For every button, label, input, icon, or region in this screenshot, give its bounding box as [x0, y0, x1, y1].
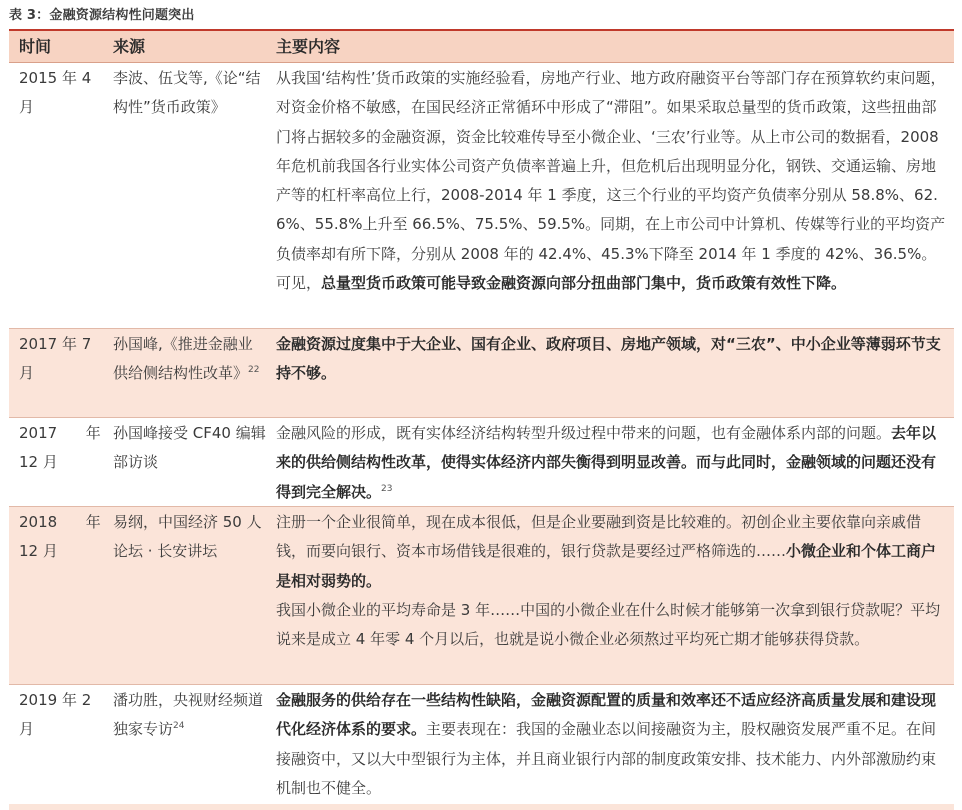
content-text: 主要表现在：我国的金融业态以间接融资为主，股权融资发展严重不足。在间接融资中，又以大中型银行为主体，并且商业银行内部的制度政策安排、技术能力、内外部激励约束机制也不健全。 — [276, 720, 937, 797]
table-bottom-band — [9, 804, 954, 810]
table-row — [9, 507, 954, 685]
content-bold: 小微企业和个体工商户是相对弱势的。 — [276, 542, 937, 590]
row-source — [104, 329, 272, 417]
header-source: 来源 — [113, 37, 146, 56]
row-time: 2019 年 2 月 — [19, 691, 97, 739]
content-text: 从我国‘结构性’货币政策的实施经验看，房地产行业、地方政府融资平台等部门存在预算软约束问题，对资金价格不敏感，在国民经济正常循环中形成了“滞阻”。如果采取总量型的货币政策，这些扭曲部门将占据较多的金融资源，资金比较难传导至小微企业、‘三农’行业等。从上市公司的数据看，2008 年危机前我国各行业实体公司资产负债率普遍上升，但危机后出现明显分化，钢铁、交通运输、房地产等的杠杆率高位上行，2008-2014 年 1 季度，这三个行业的平均资产负债率分别从 58.8%、62.6%、55.8%上升至 66.5%、75.5%、59.5%。同期，在上市公司中计算机、传媒等行业的平均资产负债率却有所下降，分别从 2008 年的 42.4%、45.3%下降至 2014 年 1 季度的 42%、36.5%。可见， — [276, 69, 946, 293]
table-caption: 表 3：金融资源结构性问题突出 — [9, 8, 195, 23]
row-content — [272, 418, 954, 506]
source-text: 孙国峰,《推进金融业供给侧结构性改革》 — [113, 335, 253, 383]
row-content — [272, 685, 954, 804]
row-content — [272, 507, 954, 684]
row-content — [272, 329, 954, 417]
table-row — [9, 685, 954, 804]
table-row — [9, 329, 954, 418]
row-time: 2015 年 4 月 — [19, 69, 97, 117]
row-source: 孙国峰接受 CF40 编辑部访谈 — [113, 424, 266, 472]
footnote-ref: 23 — [381, 483, 393, 494]
table-header — [9, 31, 954, 63]
content-text: 金融风险的形成，既有实体经济结构转型升级过程中带来的问题，也有金融体系内部的问题。 — [276, 424, 892, 442]
content-bold: 金融资源过度集中于大企业、国有企业、政府项目、房地产领域，对“三农”、中小企业等薄弱环节支持不够。 — [276, 335, 941, 383]
table-row — [9, 63, 954, 329]
header-content: 主要内容 — [276, 37, 341, 56]
content-paragraph: 我国小微企业的平均寿命是 3 年……中国的小微企业在什么时候才能够第一次拿到银行贷款呢？平均说来是成立 4 年零 4 个月以后，也就是说小微企业必须熬过平均死亡期才能够获得贷款。 — [276, 600, 941, 649]
content-bold: 去年以来的供给侧结构性改革，使得实体经济内部失衡得到明显改善。而与此同时，金融领域的问题还没有得到完全解决。 — [276, 424, 937, 501]
row-source: 李波、伍戈等,《论“结构性”货币政策》 — [113, 69, 261, 117]
footnote-ref: 22 — [248, 365, 260, 376]
header-time: 时间 — [19, 37, 52, 56]
row-source: 易纲，中国经济 50 人论坛 · 长安讲坛 — [113, 513, 262, 561]
table-row — [9, 418, 954, 507]
row-time: 2017 年 7 月 — [19, 335, 97, 383]
row-time: 2018 年 12 月 — [19, 513, 106, 561]
content-bold: 金融服务的供给存在一些结构性缺陷，金融资源配置的质量和效率还不适应经济高质量发展和建设现代化经济体系的要求。 — [276, 691, 937, 739]
row-source — [104, 685, 272, 804]
data-table — [9, 29, 954, 810]
source-text: 潘功胜，央视财经频道独家专访 — [113, 691, 264, 739]
row-time: 2017 年 12 月 — [19, 424, 106, 472]
row-content — [272, 63, 954, 328]
footnote-ref: 24 — [173, 721, 185, 732]
content-bold: 总量型货币政策可能导致金融资源向部分扭曲部门集中，货币政策有效性下降。 — [321, 274, 847, 293]
content-text: 注册一个企业很简单，现在成本很低，但是企业要融到资是比较难的。初创企业主要依靠向亲戚借钱，而要向银行、资本市场借钱是很难的，银行贷款是要经过严格筛选的…… — [276, 513, 922, 561]
